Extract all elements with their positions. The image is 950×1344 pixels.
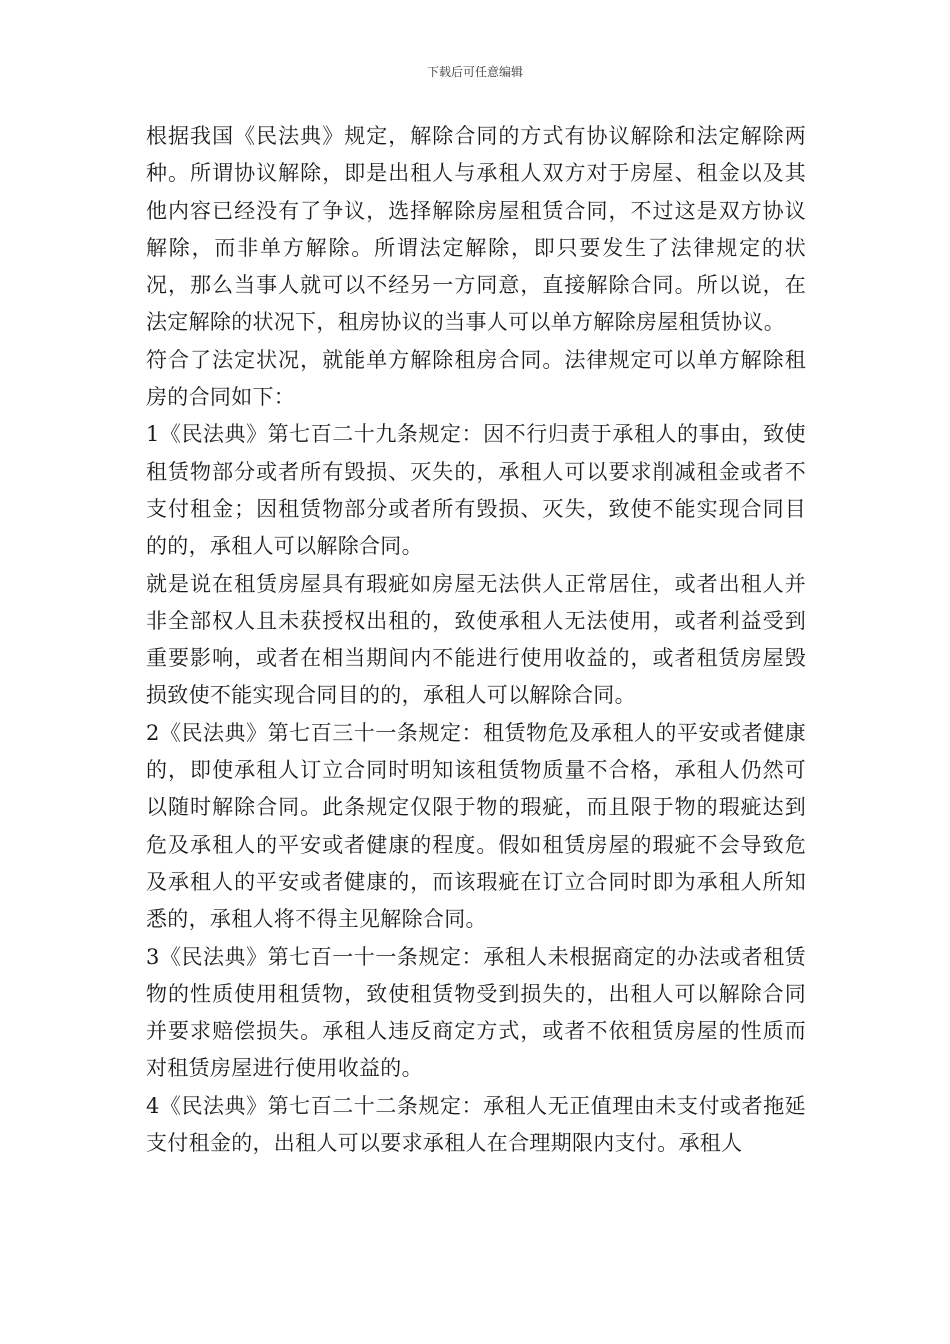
paragraph-article-711: 3《民法典》第七百一十一条规定：承租人未根据商定的办法或者租赁物的性质使用租赁物，致使租赁物受到损失的，出租人可以解除合同并要求赔偿损失。承租人违反商定方式，或者不依租赁房屋的性质而对租赁房屋进行使用收益的。: [146, 944, 806, 1081]
paragraph-statutory-conditions: 符合了法定状况，就能单方解除租房合同。法律规定可以单方解除租房的合同如下：: [146, 347, 806, 410]
document-body: [146, 118, 806, 1162]
paragraph-agreement-termination: 根据我国《民法典》规定，解除合同的方式有协议解除和法定解除两种。所谓协议解除，即是出租人与承租人双方对于房屋、租金以及其他内容已经没有了争议，选择解除房屋租赁合同，不过这是双方协议解除，而非单方解除。所谓法定解除，即只要发生了法律规定的状况，那么当事人就可以不经另一方同意，直接解除合同。所以说，在法定解除的状况下，租房协议的当事人可以单方解除房屋租赁协议。: [146, 124, 806, 335]
page-header: 下载后可任意编辑: [426, 65, 523, 79]
paragraph-article-731: 2《民法典》第七百三十一条规定：租赁物危及承租人的平安或者健康的，即使承租人订立合同时明知该租赁物质量不合格，承租人仍然可以随时解除合同。此条规定仅限于物的瑕疵，而且限于物的瑕疵达到危及承租人的平安或者健康的程度。假如租赁房屋的瑕疵不会导致危及承租人的平安或者健康的，而该瑕疵在订立合同时即为承租人所知悉的，承租人将不得主见解除合同。: [146, 720, 806, 932]
paragraph-article-729: 1《民法典》第七百二十九条规定：因不行归责于承租人的事由，致使租赁物部分或者所有毁损、灭失的，承租人可以要求削减租金或者不支付租金；因租赁物部分或者所有毁损、灭失，致使不能实现合同目的的，承租人可以解除合同。: [146, 422, 806, 559]
paragraph-article-722: 4《民法典》第七百二十二条规定：承租人无正值理由未支付或者拖延支付租金的，出租人可以要求承租人在合理期限内支付。承租人: [146, 1093, 806, 1156]
paragraph-article-729-explanation: 就是说在租赁房屋具有瑕疵如房屋无法供人正常居住，或者出租人并非全部权人且未获授权出租的，致使承租人无法使用，或者利益受到重要影响，或者在相当期间内不能进行使用收益的，或者租赁房屋毁损致使不能实现合同目的的，承租人可以解除合同。: [146, 571, 806, 708]
